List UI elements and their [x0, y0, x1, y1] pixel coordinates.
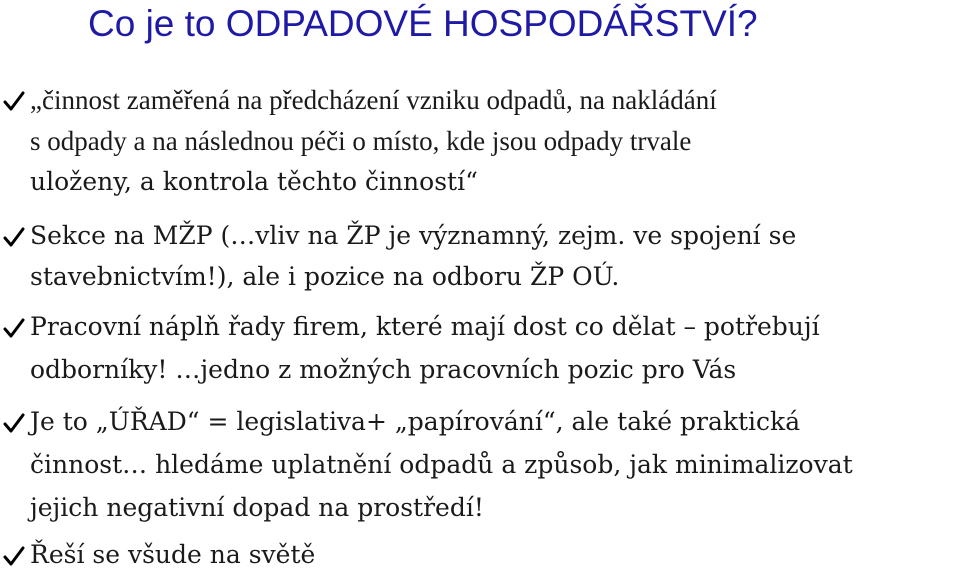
checkmark-icon: [3, 545, 25, 567]
bullet-line: stavebnictvím!), ale i pozice na odboru ŽP OÚ.: [30, 262, 620, 291]
checkmark-icon: [3, 90, 25, 112]
bullet-line: s odpady a na následnou péči o místo, kde jsou odpady trvale: [30, 126, 692, 156]
bullet-line: Je to „ÚŘAD“ = legislativa+ „papírování“, ale také praktická: [30, 407, 801, 436]
bullet-line: uloženy, a kontrola těchto činností“: [30, 167, 478, 196]
checkmark-icon: [3, 317, 25, 339]
bullet-line: Sekce na MŽP (…vliv na ŽP je významný, zejm. ve spojení se: [30, 221, 797, 250]
slide-title: Co je to ODPADOVÉ HOSPODÁŘSTVÍ?: [88, 3, 758, 44]
bullet-line: činnost… hledáme uplatnění odpadů a způsob, jak minimalizovat: [30, 450, 853, 479]
bullet-line: Pracovní náplň řady firem, které mají dost co dělat – potřebují: [30, 312, 820, 341]
bullet-line: jejich negativní dopad na prostředí!: [30, 493, 484, 522]
bullet-line: „činnost zaměřená na předcházení vzniku odpadů, na nakládání: [30, 85, 717, 115]
bullet-line: Řeší se všude na světě: [30, 540, 316, 569]
bullet-line: odborníky! …jedno z možných pracovních pozic pro Vás: [30, 355, 737, 384]
checkmark-icon: [3, 226, 25, 248]
checkmark-icon: [3, 412, 25, 434]
